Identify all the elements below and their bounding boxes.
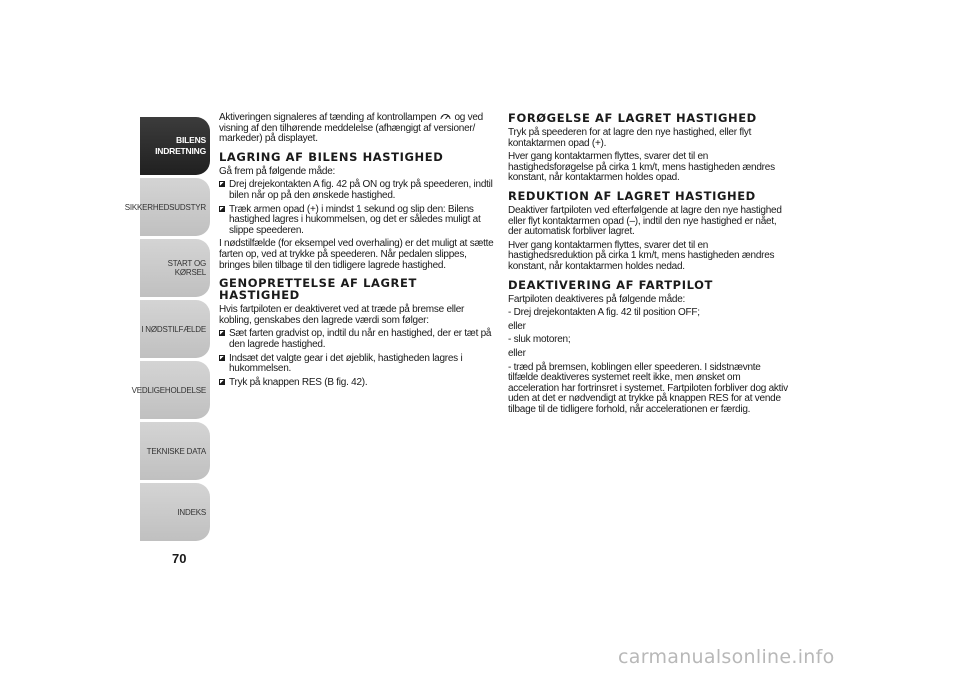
paragraph: Hver gang kontaktarmen flyttes, svarer det til en hastighedsforøgelse på cirka 1 km/t, mens hastigheden ændres konstant, når kontaktarmen holdes opad. xyxy=(508,151,775,184)
page-number: 70 xyxy=(172,551,187,566)
tab-label: INDEKS xyxy=(177,507,206,517)
paragraph: eller xyxy=(508,320,526,332)
paragraph: Tryk på speederen for at lagre den nye hastighed, eller flyt kontaktarmen opad (+). xyxy=(508,127,752,149)
section-sidebar xyxy=(124,117,210,544)
heading-forogelse: FORØGELSE AF LAGRET HASTIGHED xyxy=(508,111,757,125)
tab-label: BILENS INDRETNING xyxy=(155,135,206,156)
tab-label: I NØDSTILFÆLDE xyxy=(141,324,206,334)
bullet-item xyxy=(219,205,494,237)
tab-label: TEKNISKE DATA xyxy=(146,446,206,456)
paragraph: I nødstilfælde (for eksempel ved overhaling) er det muligt at sætte farten op, ved at trykke på speederen. Når pedalen slippes, bringes bilen tilbage til den tidligere lagrede hastighed. xyxy=(219,238,494,271)
tab-label: START OG KØRSEL xyxy=(167,259,206,277)
paragraph: - Drej drejekontakten A fig. 42 til position OFF; xyxy=(508,307,700,319)
checkbox-bullet-icon xyxy=(219,355,225,361)
paragraph: - sluk motoren; xyxy=(508,334,571,346)
paragraph: Hver gang kontaktarmen flyttes, svarer det til en hastighedsreduktion på cirka 1 km/t, mens hastigheden ændres konstant, når kontaktarmen holdes nedad. xyxy=(508,239,775,272)
checkbox-bullet-icon xyxy=(219,206,225,212)
tab-vedligeholdelse[interactable] xyxy=(131,361,210,419)
checkbox-bullet-icon xyxy=(219,379,225,385)
watermark: carmanualsonline.info xyxy=(618,646,835,668)
tab-i-nodstilfaelde[interactable] xyxy=(140,300,210,358)
lead-text: Hvis fartpiloten er deaktiveret ved at træde på bremse eller kobling, genskabes den lagrede værdi som følger: xyxy=(219,304,465,326)
bullet-item xyxy=(219,378,494,389)
heading-lagring: LAGRING AF BILENS HASTIGHED xyxy=(219,149,444,164)
intro-paragraph xyxy=(219,112,494,145)
bullet-item xyxy=(219,180,494,201)
right-column xyxy=(508,112,788,418)
bullet-text: Tryk på knappen RES (B fig. 42). xyxy=(229,376,368,388)
tab-start-og-korsel[interactable] xyxy=(140,239,210,297)
tab-label: SIKKERHEDSUDSTYR xyxy=(124,202,206,212)
paragraph: - træd på bremsen, koblingen eller speederen. I sidstnævnte tilfælde deaktiveres systemet reelt ikke, men ønsket om acceleration har fortrinsret i systemet. Fartpiloten forbliver dog aktiv uden at det er nødvendigt at trykke på knappen RES for at vende tilbage til de tidligere forhold, når accelerationen er færdig. xyxy=(508,361,788,415)
lead-text: Gå frem på følgende måde: xyxy=(219,165,336,177)
heading-reduktion: REDUKTION AF LAGRET HASTIGHED xyxy=(508,188,756,203)
heading-deaktivering: DEAKTIVERING AF FARTPILOT xyxy=(508,277,713,292)
bullet-text: Indsæt det valgte gear i det øjeblik, hastigheden lagres i hukommelsen. xyxy=(229,352,463,375)
bullet-item xyxy=(219,329,494,350)
paragraph: Deaktiver fartpiloten ved efterfølgende at lagre den nye hastighed eller flyt kontaktarmen opad (–), indtil den nye hastighed er nået, der automatisk forbliver lagret. xyxy=(508,204,782,238)
bullet-text: Sæt farten gradvist op, indtil du når en hastighed, der er tæt på den lagrede hastighed. xyxy=(229,328,492,350)
intro-text-end: og ved visning af den tilhørende meddelelse (afhængigt af versioner/ markeder) på displayet. xyxy=(219,112,483,145)
checkbox-bullet-icon xyxy=(219,330,225,336)
intro-text-start: Aktiveringen signaleres af tænding af kontrollampen xyxy=(219,112,437,123)
tab-indeks[interactable] xyxy=(140,483,210,541)
tab-label: VEDLIGEHOLDELSE xyxy=(131,385,206,395)
tab-sikkerhedsudstyr[interactable] xyxy=(124,178,210,236)
paragraph: Fartpiloten deaktiveres på følgende måde: xyxy=(508,293,686,305)
bullet-text: Træk armen opad (+) i mindst 1 sekund og slip den: Bilens hastighed lagres i hukommelsen, og det er således muligt at slippe speederen. xyxy=(229,203,481,236)
left-column xyxy=(219,112,494,391)
tab-tekniske-data[interactable] xyxy=(140,422,210,480)
bullet-text: Drej drejekontakten A fig. 42 på ON og tryk på speederen, indtil bilen når op på den ønskede hastighed. xyxy=(229,179,493,201)
cruise-control-lamp-icon xyxy=(440,112,451,121)
paragraph: eller xyxy=(508,347,526,359)
tab-bilens-indretning[interactable] xyxy=(140,117,210,175)
checkbox-bullet-icon xyxy=(219,181,225,187)
bullet-item xyxy=(219,354,494,375)
heading-genoprettelse: GENOPRETTELSE AF LAGRET HASTIGHED xyxy=(219,276,417,303)
